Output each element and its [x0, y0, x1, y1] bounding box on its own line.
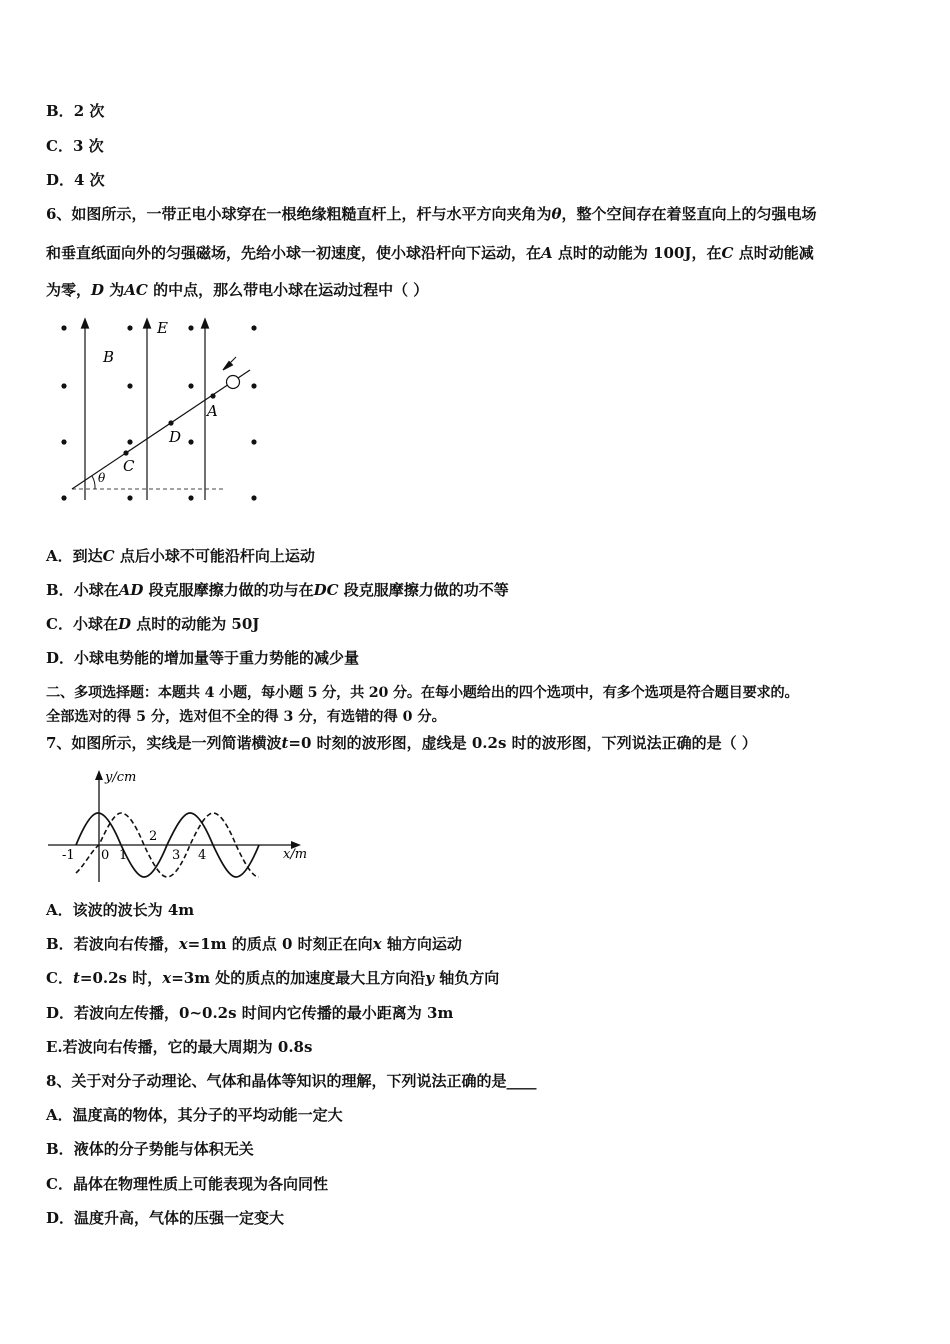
q7-figure — [46, 768, 321, 888]
q6-option-b: B．小球在AD 段克服摩擦力做的功与在DC 段克服摩擦力做的功不等 — [46, 581, 509, 599]
section2-line2: 全部选对的得 5 分，选对但不全的得 3 分，有选错的得 0 分。 — [46, 709, 446, 725]
q6-stem-line1: 6、如图所示，一带正电小球穿在一根绝缘粗糙直杆上，杆与水平方向夹角为θ，整个空间存在着竖直向上的匀强电场 — [46, 205, 817, 223]
q6-stem-line2: 和垂直纸面向外的匀强磁场，先给小球一初速度，使小球沿杆向下运动，在A 点时的动能为 100J，在C 点时动能减 — [46, 244, 814, 262]
q7-option-e: E.若波向右传播，它的最大周期为 0.8s — [46, 1038, 313, 1056]
tick-3: 3 — [172, 848, 181, 863]
q7-option-c: C．t=0.2s 时，x=3m 处的质点的加速度最大且方向沿y 轴负方向 — [46, 969, 500, 987]
q8-option-d: D．温度升高，气体的压强一定变大 — [46, 1209, 285, 1227]
q8-option-a: A．温度高的物体，其分子的平均动能一定大 — [46, 1106, 343, 1124]
q6-option-a: A．到达C 点后小球不可能沿杆向上运动 — [46, 547, 315, 565]
q6-option-d: D．小球电势能的增加量等于重力势能的减少量 — [46, 649, 360, 667]
velocity-arrow — [223, 357, 236, 370]
tick-neg1: -1 — [62, 848, 75, 863]
q8-stem: 8、关于对分子动理论、气体和晶体等知识的理解，下列说法正确的是____ — [46, 1072, 537, 1090]
label-theta: θ — [98, 471, 106, 485]
ball — [227, 376, 240, 389]
q6-figure — [50, 315, 275, 510]
tick-1: 1 — [119, 848, 128, 863]
q7-option-d: D．若波向左传播，0~0.2s 时间内它传播的最小距离为 3m — [46, 1004, 454, 1022]
label-b: B — [103, 348, 115, 366]
label-e: E — [157, 319, 168, 337]
q5-option-c: C．3 次 — [46, 137, 104, 155]
q7-stem: 7、如图所示，实线是一列简谐横波t=0 时刻的波形图，虚线是 0.2s 时的波形图，下列说法正确的是（ ） — [46, 734, 757, 752]
q5-option-b: B．2 次 — [46, 102, 105, 120]
section2-line1: 二、多项选择题：本题共 4 小题，每小题 5 分，共 20 分。在每小题给出的四个选项中，有多个选项是符合题目要求的。 — [46, 685, 799, 701]
label-a: A — [207, 402, 218, 420]
q8-option-b: B．液体的分子势能与体积无关 — [46, 1140, 254, 1158]
q6-stem-line3: 为零，D 为AC 的中点，那么带电小球在运动过程中（ ） — [46, 281, 429, 299]
y-axis-label: y/cm — [105, 770, 137, 785]
q7-option-b: B．若波向右传播，x=1m 的质点 0 时刻正在向x 轴方向运动 — [46, 935, 462, 953]
tick-4: 4 — [198, 848, 207, 863]
x-axis-label: x/m — [283, 847, 308, 862]
tick-0: 0 — [101, 848, 110, 863]
q6-option-c: C．小球在D 点时的动能为 50J — [46, 615, 260, 633]
tick-2: 2 — [149, 829, 158, 844]
q7-option-a: A．该波的波长为 4m — [46, 901, 195, 919]
q5-option-d: D．4 次 — [46, 171, 105, 189]
q8-option-c: C．晶体在物理性质上可能表现为各向同性 — [46, 1175, 328, 1193]
magnetic-field-dots — [61, 325, 256, 500]
label-c: C — [123, 457, 135, 475]
label-d: D — [169, 428, 182, 446]
